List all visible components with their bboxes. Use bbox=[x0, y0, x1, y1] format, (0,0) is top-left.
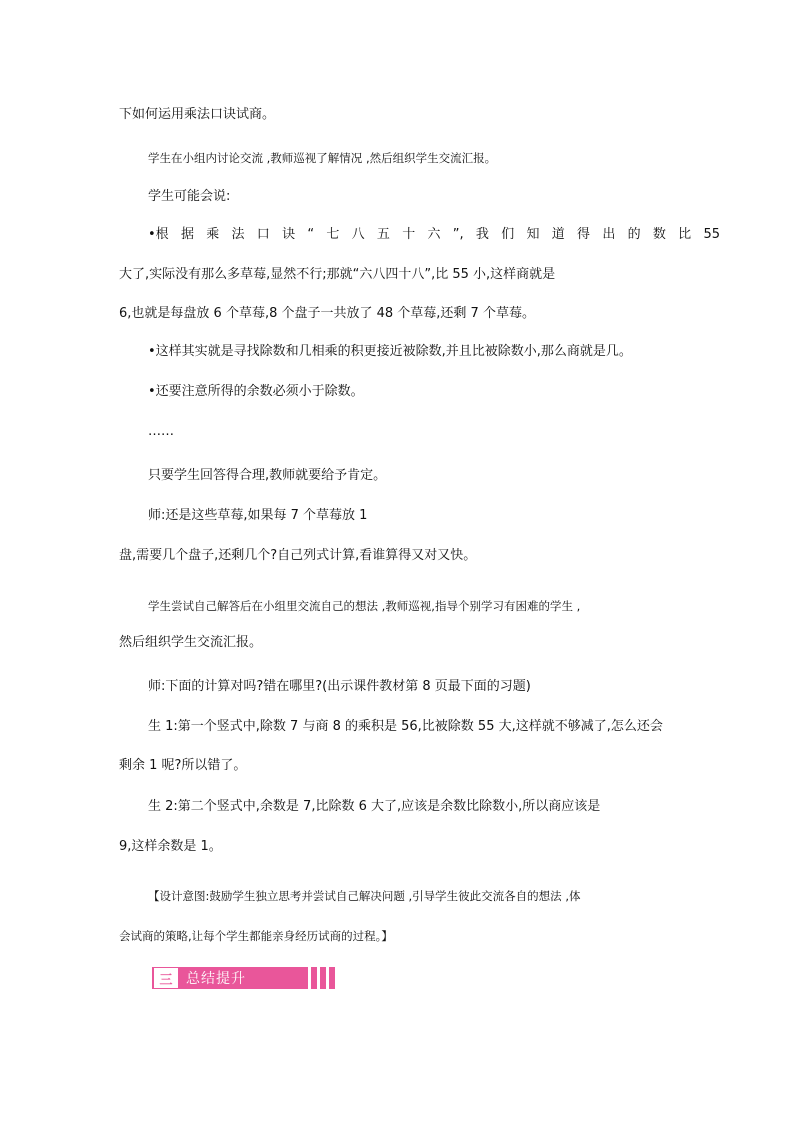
paragraph-13: 学生尝试自己解答后在小组里交流自己的想法 ,教师巡视,指导个别学习有困难的学生 , bbox=[148, 599, 581, 613]
justified-word: 六 bbox=[427, 227, 441, 242]
section-number: 三 bbox=[154, 968, 178, 988]
paragraph-15: 师:下面的计算对吗?错在哪里?(出示课件教材第 8 页最下面的习题) bbox=[148, 679, 531, 694]
paragraph-3: 学生可能会说: bbox=[148, 189, 231, 204]
justified-word: •根 bbox=[148, 227, 169, 242]
justified-word: 据 bbox=[180, 227, 194, 242]
paragraph-2: 学生在小组内讨论交流 ,教师巡视了解情况 ,然后组织学生交流汇报。 bbox=[148, 151, 497, 165]
justified-word: 道 bbox=[551, 227, 565, 242]
paragraph-9-ellipsis: …… bbox=[148, 424, 174, 439]
justified-word: 五 bbox=[376, 227, 390, 242]
paragraph-1: 下如何运用乘法口诀试商。 bbox=[119, 107, 276, 122]
paragraph-6: 6,也就是每盘放 6 个草莓,8 个盘子一共放了 48 个草莓,还剩 7 个草莓。 bbox=[119, 306, 535, 321]
paragraph-17: 剩余 1 呢?所以错了。 bbox=[119, 758, 247, 773]
justified-word: 的 bbox=[627, 227, 641, 242]
section-banner-summary bbox=[152, 967, 338, 989]
justified-word: 们 bbox=[501, 227, 515, 242]
design-intent-line-1: 【设计意图:鼓励学生独立思考并尝试自己解决问题 ,引导学生彼此交流各自的想法 ,体 bbox=[148, 889, 581, 903]
justified-word: 比 bbox=[678, 227, 692, 242]
paragraph-19: 9,这样余数是 1。 bbox=[119, 839, 222, 854]
paragraph-4-justified bbox=[148, 226, 720, 244]
paragraph-11: 师:还是这些草莓,如果每 7 个草莓放 1 bbox=[148, 508, 368, 523]
paragraph-12: 盘,需要几个盘子,还剩几个?自己列式计算,看谁算得又对又快。 bbox=[119, 548, 477, 563]
justified-word: 我 bbox=[475, 227, 489, 242]
paragraph-5: 大了,实际没有那么多草莓,显然不行;那就“六八四十八”,比 55 小,这样商就是 bbox=[119, 267, 556, 282]
justified-word: 八 bbox=[351, 227, 365, 242]
justified-word: 十 bbox=[402, 227, 416, 242]
justified-word: 55 bbox=[703, 227, 720, 242]
banner-stripes-decoration bbox=[308, 967, 338, 989]
paragraph-16: 生 1:第一个竖式中,除数 7 与商 8 的乘积是 56,比被除数 55 大,这样就不够减了,怎么还会 bbox=[148, 719, 663, 734]
justified-word: 知 bbox=[526, 227, 540, 242]
justified-word: 七 bbox=[326, 227, 340, 242]
paragraph-8: •还要注意所得的余数必须小于除数。 bbox=[148, 384, 364, 399]
justified-word: 法 bbox=[231, 227, 245, 242]
justified-word: 数 bbox=[652, 227, 666, 242]
design-intent-line-2: 会试商的策略,让每个学生都能亲身经历试商的过程。】 bbox=[119, 929, 393, 943]
paragraph-14: 然后组织学生交流汇报。 bbox=[119, 635, 263, 650]
justified-word: ”, bbox=[452, 227, 464, 242]
justified-word: 出 bbox=[602, 227, 616, 242]
paragraph-18: 生 2:第二个竖式中,余数是 7,比除数 6 大了,应该是余数比除数小,所以商应该是 bbox=[148, 799, 601, 814]
paragraph-10: 只要学生回答得合理,教师就要给予肯定。 bbox=[148, 468, 387, 483]
justified-word: 诀 bbox=[282, 227, 296, 242]
justified-word: 得 bbox=[577, 227, 591, 242]
justified-word: “ bbox=[307, 227, 315, 242]
justified-word: 口 bbox=[256, 227, 270, 242]
section-title: 总结提升 bbox=[186, 971, 246, 987]
justified-word: 乘 bbox=[206, 227, 220, 242]
paragraph-7: •这样其实就是寻找除数和几相乘的积更接近被除数,并且比被除数小,那么商就是几。 bbox=[148, 344, 632, 359]
